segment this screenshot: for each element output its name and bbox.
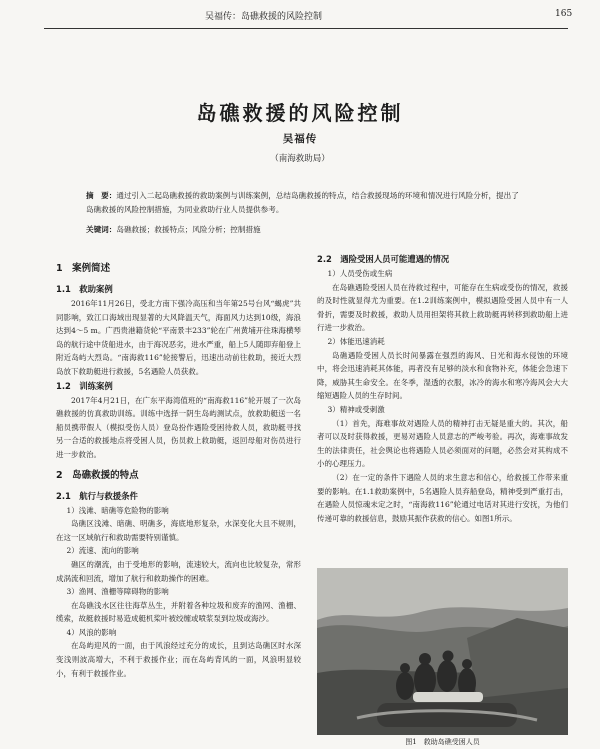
article-author: 吴福传 xyxy=(282,133,318,145)
paragraph: （2）在一定的条件下遇险人员的求生意志和信心，给救援工作带来重要的影响。在1.1救助案例中，5名遇险人员弃船登岛，精神受到严重打击，在遇险人员惊魂未定之时，“南海救116”轮通过电话对其进行安抚，为他们传递可靠的救援信息，鼓励其振作获救的信心。如图1所示。 xyxy=(317,472,568,523)
list-item: 2）流速、流向的影响 xyxy=(66,546,139,556)
abstract xyxy=(86,189,526,217)
rescue-photo-illustration xyxy=(317,568,568,735)
header-rule xyxy=(44,28,568,29)
subsection-heading: 2.2 遇险受困人员可能遭遇的情况 xyxy=(317,254,450,264)
list-item: 3）渔网、渔栅等障碍物的影响 xyxy=(66,587,169,597)
abstract-label: 摘 要： xyxy=(86,191,117,200)
keywords-text: 岛礁救援；救援特点；风险分析；控制措施 xyxy=(116,225,261,234)
subsection-heading: 2.1 航行与救援条件 xyxy=(56,490,138,501)
section-heading: 1 案例简述 xyxy=(56,263,111,274)
page-number: 165 xyxy=(555,9,573,19)
subsection-heading: 1.1 救助案例 xyxy=(56,284,113,294)
abstract-text: 通过引入二起岛礁救援的救助案例与训练案例，总结岛礁救援的特点，结合救援现场的环境和情况进行风险分析，提出了岛礁救援的风险控制措施，为同业救助行业人员提供参考。 xyxy=(86,191,519,214)
article-title: 岛礁救援的风险控制 xyxy=(196,101,404,125)
keywords xyxy=(86,223,526,236)
keywords-label: 关键词： xyxy=(86,225,117,234)
left-column xyxy=(56,255,301,680)
right-column xyxy=(317,252,568,525)
paragraph: 在岛礁浅水区往往海草丛生，并附着各种垃圾和废弃的渔网、渔栅、缆索，故艇救援时易造成艇机桨叶被绞缠或喷浆泵到垃圾或海沙。 xyxy=(56,600,301,624)
subsection-heading: 1.2 训练案例 xyxy=(56,380,113,391)
rescue-photo xyxy=(317,568,568,735)
list-item: 2）体能迅速消耗 xyxy=(327,336,385,346)
section-heading: 2 岛礁救援的特点 xyxy=(56,469,139,481)
paragraph: 在岛屿迎风的一面，由于风浪经过充分的成长，且到达岛礁区时水深变浅则波高增大，不利于救援作业；而在岛屿背风的一面，风浪明显较小，有利于救援作业。 xyxy=(56,641,301,678)
list-item: 4）风浪的影响 xyxy=(66,627,117,637)
paragraph: 礁区的潮流，由于受地形的影响，流速较大，流向也比较复杂，常形成涡流和回流，增加了航行和救助操作的困难。 xyxy=(56,559,301,583)
list-item: 3）精神或受刺激 xyxy=(327,404,385,414)
running-header-title: 吴福传：岛礁救援的风险控制 xyxy=(205,12,323,22)
figure-caption: 图1 救助岛礁受困人员 xyxy=(405,738,480,746)
list-item: 1）人员受伤或生病 xyxy=(327,269,393,278)
paragraph: 2017年4月21日，在广东平海湾值班的“南海救116”轮开展了一次岛礁救援的仿真救助训练。训练中选择一阴生岛屿测试点，放救助艇送一名船员携带假人（模拟受伤人员）登岛扮作遇险受困待救人员，救助艇寻找另一合适的救援地点将受困人员，伤员救上救助艇，返回母船对伤员进行进一步救治。 xyxy=(56,395,301,459)
paragraph: 岛礁区浅滩、暗礁、明礁多，海底地形复杂，水深变化大且不规则，在这一区域航行和救助需要特别谨慎。 xyxy=(56,519,301,542)
paragraph: 2016年11月26日，受北方南下强冷高压和当年第25号台风“蝎虎”共同影响，致江口海域出现显著的大风降温天气，海面风力达到10级，海浪达到4～5 m。广西贵港籍货轮“平南景丰233”轮在广州黄埔开往珠海横琴岛的航行途中货船进水，由于海况恶劣，进水严重，船上5人随即弃船登上附近岛屿大烈岛。“南海救116”轮接警后，迅速出动前往救助，接近大烈岛放下救助艇进行救援，5名遇险人员获救。 xyxy=(56,299,301,376)
paragraph: 在岛礁遇险受困人员在待救过程中，可能存在生病或受伤的情况，救援的及时性就显得尤为重要。在1.2训练案例中，模拟遇险受困人员中有一人骨折，需要及时救援，救助人员用担架将其救上救助艇再转移到救助船上进行进一步救治。 xyxy=(317,282,568,333)
paragraph: 岛礁遇险受困人员长时间暴露在强烈的海风、日光和海水侵蚀的环境中，将会迅速消耗其体能，再者没有足够的淡水和食物补充，体能会急速下降，威胁其生命安全。在冬季，湿透的衣服，冰冷的海水和寒冷海风会大大缩短遇险人员的生存时间。 xyxy=(317,350,568,401)
paragraph: （1）首先，海难事故对遇险人员的精神打击无疑是重大的。其次，船者可以及时获得救援，更易对遇险人员意志的严峻考验。再次，海难事故发生的法律责任，社会舆论也将遇险人员必须面对的问题，必然会对其构成不小的心理压力。 xyxy=(317,418,568,469)
author-affiliation: （南海救助局） xyxy=(270,154,330,164)
list-item: 1）浅滩、暗礁等危险物的影响 xyxy=(66,505,169,515)
